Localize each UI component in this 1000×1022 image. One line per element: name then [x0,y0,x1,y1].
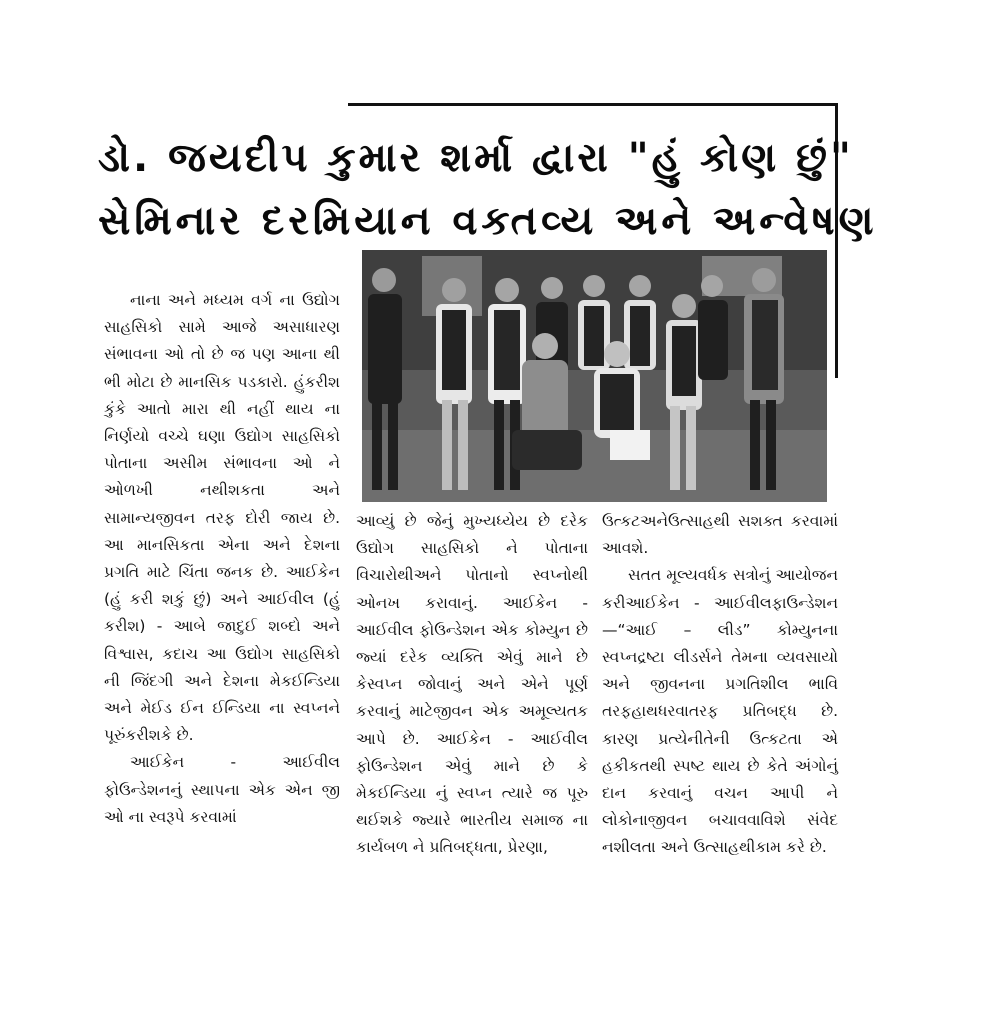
headline-line-2: સેમિનાર દરમિયાન વક્તવ્ય અને અન્વેષણ [98,198,878,244]
headline-line-1: ડો. જયદીપ કુમાર શર્મા દ્વારા "હું કોણ છું" [98,135,854,181]
column-2 [356,508,588,862]
column-1-paragraph-1: નાના અને મધ્યમ વર્ગ ના ઉદ્યોગ સાહસિકો સામે આજે અસાધારણ સંભાવના ઓ તો છે જ પણ આના થી ભી મોટા છે માનસિક પડકારો. હુંકરીશ કુંકે આતો મારા થી નહીં થાય ના નિર્ણયો વચ્ચે ઘણા ઉદ્યોગ સાહસિકો પોતાના અસીમ સંભાવના ઓ ને ઓળખી નથીશકતા અને સામાન્યજીવન તરફ દોરી જાય છે. આ માનસિકતા એના અને દેશના પ્રગતિ માટે ચિંતા જનક છે. આઈકેન (હું કરી શકું છું) અને આઈવીલ (હું કરીશ) - આબે જાદુઈ શબ્દો અને વિશ્વાસ, કદાચ આ ઉદ્યોગ સાહસિકો ની જિંદગી અને દેશના મેકઈન્ડિયા અને મેઈડ ઈન ઈન્ડિયા ના સ્વપ્નને પૂરુંકરીશકે છે. [104,291,340,745]
column-1 [104,287,340,831]
group-photo [362,250,827,502]
column-2-paragraph-1: આવ્યું છે જેનું મુખ્યધ્યેય છે દરેક ઉદ્યોગ સાહસિકો ને પોતાના વિચારોથીઅને પોતાનો સ્વપ્નોથી ઓનખ કરાવાનું. આઈકેન - આઈવીલ ફોઉન્ડેશન એક કોમ્યુન છે જ્યાં દરેક વ્યક્તિ એવું માને છે કેસ્વપ્ન જોવાનું અને એને પૂર્ણ કરવાનું માટેજીવન એક અમૂલ્યતક આપે છે. આઈકેન - આઈવીલ ફોઉન્ડેશન એવું માને છે કે મેકઈન્ડિયા નું સ્વપ્ન ત્યારે જ પૂરુ થઈશકે જ્યારે ભારતીય સમાજ ના કાર્યબળ ને પ્રતિબદ્ધતા, પ્રેરણા, [356,512,588,857]
column-1-paragraph-2: આઈકેન - આઈવીલ ફોઉન્ડેશનનું સ્થાપના એક એન જી ઓ ના સ્વરૂપે કરવામાં [104,753,340,826]
top-border-rule [348,103,838,106]
group-photo-illustration [362,250,827,502]
column-3-paragraph-2: સતત મૂલ્યવર્ધક સત્રોનું આયોજન કરીઆઈકેન - આઈવીલફાઉન્ડેશન—“આઈ – લીડ” કોમ્યુનના સ્વપ્નદ્રષ્ટા લીડર્સને તેમના વ્યવસાયો અને જીવનના પ્રગતિશીલ ભાવિ તરફહાથધરવાતરફ પ્રતિબદ્ધ છે. કારણ પ્રત્યેનીતેની ઉત્કટતા એ હકીકતથી સ્પષ્ટ થાય છે કેતે અંગોનું દાન કરવાનું વચન આપી ને લોકોનાજીવન બચાવવાવિશે સંવેદ નશીલતા અને ઉત્સાહથીકામ કરે છે. [602,566,838,857]
column-3-paragraph-1: ઉત્કટઅનેઉત્સાહથી સશક્ત કરવામાં આવશે. [602,512,838,558]
column-3 [602,508,838,862]
